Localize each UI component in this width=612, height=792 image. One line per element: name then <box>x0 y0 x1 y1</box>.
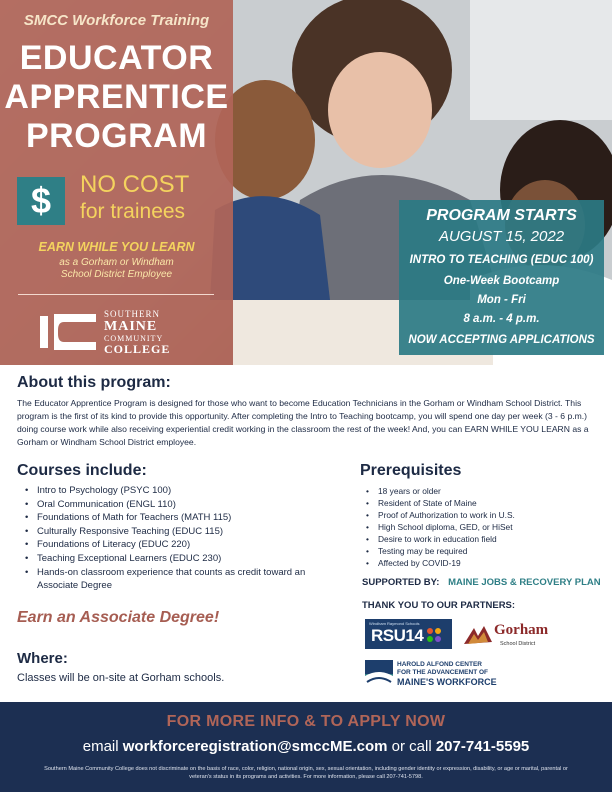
earn-subline-1: as a Gorham or Windham <box>59 257 174 268</box>
title-line-2: APPRENTICE <box>4 78 229 116</box>
title-line-3: PROGRAM <box>25 117 208 155</box>
footer-disclaimer: Southern Maine Community College does not discriminate on the basis of race, color, religion, national origin, sex, sexual orientation, including gender identity or expression, disability, or age or marital, parental or veteran's status in its programs and activities. For more information, please call 207-741-5798. <box>44 766 568 780</box>
course-item: • Teaching Exceptional Learners (EDUC 230) <box>25 552 315 566</box>
smcc-logo <box>40 308 200 358</box>
footer-contact <box>0 738 612 755</box>
alfond-line-2: FOR THE ADVANCEMENT OF <box>397 669 488 676</box>
rsu14-logo-subtitle: Windham Raymond Schools <box>369 621 420 626</box>
supported-by-value: MAINE JOBS & RECOVERY PLAN <box>448 577 601 588</box>
panel-divider <box>18 294 214 295</box>
partners-heading: THANK YOU TO OUR PARTNERS: <box>362 600 516 611</box>
course-item: • Oral Communication (ENGL 110) <box>25 498 315 512</box>
program-start-box <box>399 200 604 355</box>
gorham-logo <box>460 620 549 652</box>
gorham-logo-subtitle: School District <box>500 641 536 647</box>
earn-subline-2: School District Employee <box>60 269 173 280</box>
program-format: One-Week Bootcamp <box>443 275 560 287</box>
phone-link[interactable]: 207-741-5595 <box>435 738 530 755</box>
about-body: The Educator Apprentice Program is designed for those who want to become Education Technicians in the Gorham or Windham School District. This program is the first of its kind to provide this opportunity. After completing the Intro to Teaching bootcamp, you will spend one day per week (3 - 6 p.m.) doing course work while also receiving experiential credit working in the classroom the rest of the week! And, you can EARN WHILE YOU LEARN as a Gorham or Windham School District employee. <box>17 398 589 447</box>
prerequisite-item: • Desire to work in education field <box>366 533 596 545</box>
prerequisite-item: • Proof of Authorization to work in U.S. <box>366 509 596 521</box>
course-item: • Hands-on classroom experience that counts as credit toward an Associate Degree <box>25 566 315 593</box>
prerequisite-item: • Affected by COVID-19 <box>366 557 596 569</box>
course-item: • Foundations of Math for Teachers (MATH 115) <box>25 511 315 525</box>
program-start-date: AUGUST 15, 2022 <box>438 228 565 245</box>
course-item: • Culturally Responsive Teaching (EDUC 115) <box>25 525 315 539</box>
associate-degree-callout: Earn an Associate Degree! <box>17 609 220 626</box>
program-status: NOW ACCEPTING APPLICATIONS <box>408 334 595 346</box>
prerequisite-item: • High School diploma, GED, or HiSet <box>366 521 596 533</box>
college-name-line-3: COMMUNITY <box>104 334 164 343</box>
college-name-line-4: COLLEGE <box>104 342 171 356</box>
title-line-1: EDUCATOR <box>19 39 214 77</box>
prerequisite-item: • Testing may be required <box>366 545 596 557</box>
where-heading: Where: <box>17 650 68 667</box>
no-cost-label: NO COST <box>80 171 190 198</box>
email-prefix: email <box>82 738 119 755</box>
program-tagline: SMCC Workforce Training <box>23 12 210 29</box>
program-course: INTRO TO TEACHING (EDUC 100) <box>409 254 594 266</box>
rsu14-logo-name: RSU14 <box>371 626 424 645</box>
about-heading: About this program: <box>17 374 171 391</box>
title-panel <box>0 0 233 365</box>
footer <box>0 702 612 792</box>
program-starts-heading: PROGRAM STARTS <box>426 207 577 224</box>
rsu14-logo <box>365 619 452 649</box>
gorham-logo-name: Gorham <box>494 622 549 638</box>
supported-by <box>362 577 601 588</box>
alfond-landscape-icon <box>365 660 393 686</box>
where-text: Classes will be on-site at Gorham schools. <box>17 672 225 684</box>
prerequisite-item: • Resident of State of Maine <box>366 497 596 509</box>
smcc-logo-mark-icon <box>40 308 96 356</box>
program-hours: 8 a.m. - 4 p.m. <box>463 313 540 325</box>
course-item: • Foundations of Literacy (EDUC 220) <box>25 538 315 552</box>
email-link[interactable]: workforceregistration@smccME.com <box>122 738 388 755</box>
program-days: Mon - Fri <box>477 294 526 306</box>
prerequisites-list <box>366 485 596 569</box>
prerequisite-item: • 18 years or older <box>366 485 596 497</box>
courses-heading: Courses include: <box>17 462 147 479</box>
prerequisites-heading: Prerequisites <box>360 462 462 479</box>
earn-while-you-learn: EARN WHILE YOU LEARN <box>38 240 195 254</box>
alfond-line-1: HAROLD ALFOND CENTER <box>397 661 482 668</box>
dollar-icon: $ <box>17 177 65 225</box>
gorham-pennant-icon <box>462 624 494 648</box>
course-item: • Intro to Psychology (PSYC 100) <box>25 484 315 498</box>
rsu14-dots-icon <box>426 627 446 645</box>
hero-banner <box>0 0 612 365</box>
college-name-line-2: MAINE <box>104 319 158 334</box>
footer-heading: FOR MORE INFO & TO APPLY NOW <box>166 713 446 730</box>
call-prefix: or call <box>391 738 432 755</box>
college-name-line-1: SOUTHERN <box>104 309 161 319</box>
course-list <box>25 484 315 593</box>
alfond-line-3: MAINE'S WORKFORCE <box>397 677 497 687</box>
alfond-center-logo <box>365 660 535 690</box>
supported-by-label: SUPPORTED BY: <box>362 577 440 588</box>
for-trainees-label: for trainees <box>80 200 186 223</box>
